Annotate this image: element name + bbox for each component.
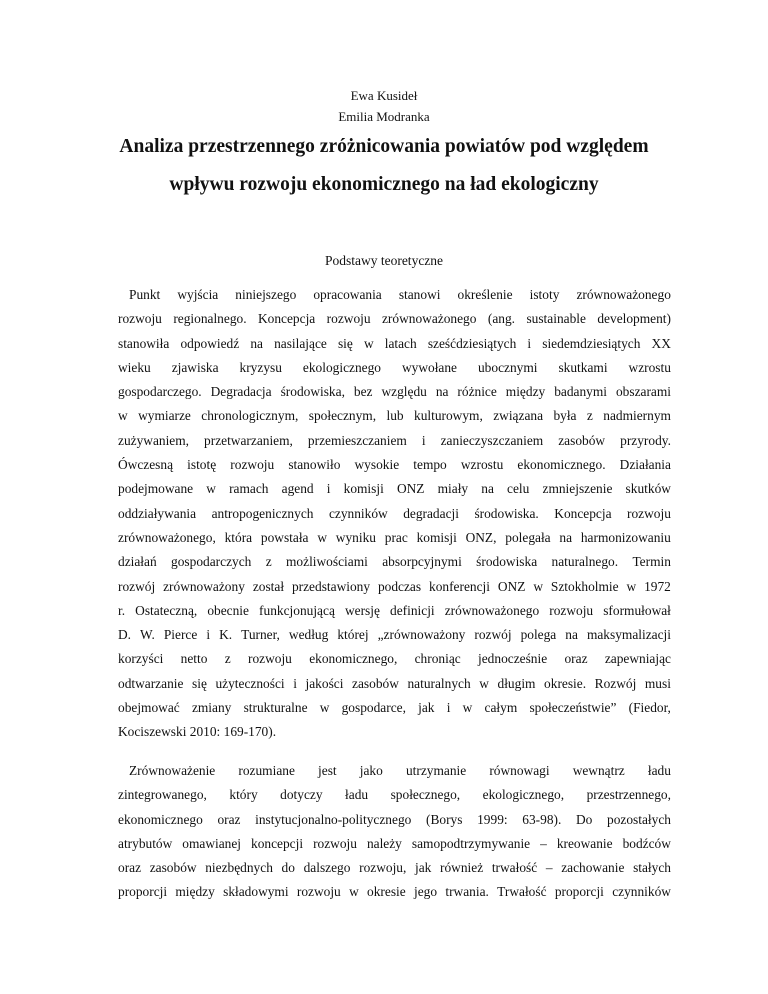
word: ONZ [396,481,425,497]
word: utrzymanie [405,763,467,778]
word: latach [384,335,417,351]
word: netto [180,651,208,667]
word: na [435,384,449,400]
word: stanowiło [288,457,341,473]
paragraph-line [118,307,671,331]
word: użyteczności [215,675,285,691]
word: rozwoju [326,311,371,327]
line-text: Kociszewski 2010: 169-170). [118,724,277,740]
word: w [349,884,359,900]
word: harmonizowaniu [580,529,671,545]
paragraph-line [118,429,671,453]
word: zintegrowanego, [118,787,207,803]
word: kreowanie [556,835,613,851]
word: zmiany [191,700,232,716]
word: Koncepcja [554,505,612,521]
line-text [118,380,671,404]
line-text [118,575,671,599]
word: nasilające [274,335,327,351]
word: trwania. [445,884,489,900]
word: Termin [632,554,671,570]
word: ubocznymi [477,359,538,375]
word: koncepcji [251,835,304,851]
word: długim [497,675,536,691]
word: odtwarzanie [118,675,184,691]
word: instytucjonalno-politycznego [255,811,412,827]
word: sformułował [603,602,671,618]
paragraph-line [118,856,671,880]
paragraph-line [118,599,671,623]
word: się [337,335,353,351]
word: polegała [505,529,551,545]
word: oraz [217,811,241,827]
word: bodźców [622,835,671,851]
word: ramach [229,481,269,497]
word: Sztokholmie [550,578,619,594]
line-text [118,356,671,380]
word: badanymi [554,384,607,400]
paragraph-line [118,404,671,428]
word: – [545,860,553,876]
word: zanieczyszczaniem [440,432,544,448]
line-text [118,623,671,647]
word: maksymalizacji [586,627,671,643]
word: agend [281,481,314,497]
line-text [118,808,671,832]
word: oddziaływania [118,505,197,521]
word: podczas [377,578,422,594]
word: niezbędnych [205,860,273,876]
word: omawianej [182,835,242,851]
word: między [505,384,546,400]
word: czynników [612,884,671,900]
word: wzrostu [460,457,504,473]
word: w [206,481,216,497]
word: bez [353,384,373,400]
paragraph-line [118,550,671,574]
word: rozwoju [296,884,341,900]
word: przedstawiony [291,578,371,594]
word: oraz [118,860,142,876]
paragraph-line [118,502,671,526]
line-text [118,856,671,880]
word: ładu [345,787,369,803]
word: związana [493,408,544,424]
line-text [118,783,671,807]
word: kryzysu [239,359,282,375]
word: na [559,529,573,545]
paragraph-line [118,672,671,696]
word: antropogenicznych [211,505,314,521]
word: Ostateczną, [135,602,198,618]
paragraph-line [118,759,671,783]
word: stanowi [398,287,441,302]
word: regionalnego. [173,311,247,327]
word: zapewniając [604,651,671,667]
word: Degradacja [210,384,272,400]
paragraph-line [118,575,671,599]
word: definicji [390,602,435,618]
word: korzyści [118,651,164,667]
word: w [626,578,637,594]
word: zasobów [558,432,606,448]
word: – [540,835,547,851]
word: w [118,408,128,424]
word: degradacji [403,505,459,521]
line-text [118,453,671,477]
word: wewnątrz [572,763,625,778]
line-text [118,332,671,356]
word: wywołane [401,359,458,375]
word: na [565,627,578,643]
paper-title [90,128,678,204]
word: w [479,675,489,691]
word: Rozwój [594,675,637,691]
line-text [129,283,671,307]
word: stałych [633,860,671,876]
word: chronologicznym, [201,408,299,424]
word: r. [118,602,126,618]
word: i [421,432,426,448]
word: zachowanie [561,860,625,876]
word: w [319,700,330,716]
word: wyjścia [177,287,219,302]
word: w [363,335,374,351]
word: równowagi [489,763,550,778]
word: rozwoju, [359,860,407,876]
word: rozwoju [627,505,671,521]
word: w [462,700,473,716]
word: jako [359,763,383,778]
word: jednocześnie [478,651,548,667]
word: również [440,860,484,876]
word: sześćdziesiątych [427,335,517,351]
word: wyniku [335,529,376,545]
word: tempo [413,457,447,473]
word: XX [651,335,671,351]
word: rozwoju [549,602,594,618]
word: stanowiła [118,335,170,351]
line-text [118,502,671,526]
paragraph-line [118,783,671,807]
word: rozwój [474,627,512,643]
word: określenie [457,287,513,302]
paragraph-2 [118,759,671,905]
word: na [250,335,263,351]
word: zjawiska [171,359,219,375]
word: ekonomicznego. [517,457,606,473]
word: i [326,481,331,497]
word: zrównoważonego, [118,529,216,545]
paragraph-line [118,808,671,832]
word: przetwarzaniem, [204,432,293,448]
word: która [224,529,253,545]
word: z [224,651,231,667]
word: zasobów [149,860,197,876]
word: polega [520,627,557,643]
word: między [175,884,215,900]
author-2: Emilia Modranka [338,109,430,124]
word: zrównoważony [163,578,245,594]
word: w [533,578,543,594]
word: się [192,675,207,691]
word: przestrzennego, [586,787,671,803]
word: lub [386,408,404,424]
word: 1972 [644,578,671,594]
word: obecnie [207,602,249,618]
word: ładu [647,763,671,778]
word: niniejszego [235,287,297,302]
line-text [118,880,671,904]
line-text [118,526,671,550]
word: społecznego, [390,787,461,803]
word: miały [437,481,469,497]
word: (Borys [426,811,463,827]
word: celu [507,481,530,497]
word: jak [415,860,432,876]
word: wysokie [354,457,400,473]
paragraph-line [118,832,671,856]
word: środowiska, [280,384,345,400]
word: wieku [118,359,151,375]
word: który [229,787,258,803]
word: strukturalne [243,700,308,716]
word: z [586,408,593,424]
word: była [553,408,577,424]
word: development) [597,311,671,327]
word: obejmować [118,700,180,716]
word: społeczeństwie” [529,700,617,716]
word: społecznym, [308,408,377,424]
word: 63-98). [522,811,562,827]
word: chroniąc [414,651,461,667]
word: z [265,554,272,570]
line-text [118,550,671,574]
word: (ang. [487,311,516,327]
word: komisji [416,529,457,545]
paragraph-line [118,647,671,671]
paragraph-line [118,356,671,380]
word: Ówczesną [118,457,174,473]
word: podejmowane [118,481,194,497]
word: jest [318,763,337,778]
word: obszarami [615,384,671,400]
word: naturalnego. [551,554,619,570]
line-text [118,307,671,331]
word: wzrostu [628,359,671,375]
word: naturalnych [407,675,471,691]
word: prac [384,529,408,545]
word: Działania [619,457,671,473]
word: przemieszczaniem [307,432,407,448]
word: w [317,529,327,545]
word: środowiska [476,554,538,570]
line-text [118,832,671,856]
word: został [252,578,285,594]
word: okresie. [544,675,587,691]
paragraph-line [118,880,671,904]
word: funkcjonującą [259,602,335,618]
word: Punkt [129,287,161,302]
word: zrównoważonego [444,602,540,618]
word: ekonomicznego [118,811,203,827]
word: Turner, [241,627,280,643]
word: powstała [260,529,309,545]
word: Pierce [163,627,198,643]
paragraph-line [118,696,671,720]
paragraph-line [118,380,671,404]
word: (Fiedor, [628,700,671,716]
word: zrównoważonego [381,311,477,327]
word: czynników [328,505,388,521]
word: proporcji [554,884,604,900]
word: okresie [367,884,406,900]
paragraph-line [118,283,671,307]
word: wersję [344,602,380,618]
word: Trwałość [497,884,547,900]
word: względu [381,384,427,400]
word: Koncepcja [257,311,316,327]
word: rozwój [118,578,156,594]
word: ekologicznego, [482,787,565,803]
section-heading: Podstawy teoretyczne [324,253,444,268]
line-text [118,647,671,671]
paragraph-line [118,332,671,356]
word: gospodarczego. [118,384,202,400]
word: zmniejszenie [542,481,613,497]
word: wymiarze [138,408,191,424]
paragraph-line [118,720,671,744]
word: opracowania [313,287,382,302]
word: dotyczy [280,787,323,803]
word: konferencji [429,578,490,594]
word: rozwoju [118,311,162,327]
line-text [118,429,671,453]
word: 1999: [477,811,508,827]
word: istoty [529,287,560,302]
word: nadmiernym [603,408,671,424]
word: działań [118,554,157,570]
word: ONZ, [465,529,497,545]
word: jakości [305,675,344,691]
word: przyrody. [620,432,671,448]
word: siedemdziesiątych [542,335,641,351]
word: całym [484,700,518,716]
word: ekologicznego [302,359,381,375]
word: zasobów [352,675,399,691]
word: atrybutów [118,835,173,851]
word: której [337,627,369,643]
word: i [446,700,451,716]
word: odpowiedź [180,335,240,351]
title-line-2: wpływu rozwoju ekonomicznego na ład ekologiczny [169,174,599,195]
word: trwałość [491,860,538,876]
line-text [118,696,671,720]
word: istotę [187,457,217,473]
word: zrównoważonego [576,287,671,302]
word: komisji [343,481,384,497]
word: „zrównoważony [377,627,466,643]
word: dalszego [303,860,351,876]
word: kulturowym, [414,408,483,424]
word: i [293,675,297,691]
word: rozwoju [248,651,292,667]
line-text [118,599,671,623]
line-text [118,477,671,501]
word: rozwoju [313,835,357,851]
word: środowiska. [474,505,539,521]
word: D. [118,627,132,643]
word: według [288,627,329,643]
word: skutkami [558,359,608,375]
word: zużywaniem, [118,432,190,448]
word: oraz [564,651,588,667]
word: sustainable [526,311,586,327]
word: należy [366,835,402,851]
word: rozwoju [230,457,275,473]
line-text [118,672,671,696]
word: Zrównoważenie [129,763,216,778]
line-text [129,759,671,783]
word: K. [219,627,233,643]
word: rozumiane [238,763,295,778]
author-1: Ewa Kusideł [350,88,418,103]
paragraph-1 [118,283,671,745]
word: pozostałych [607,811,671,827]
word: absorpcyjnymi [382,554,462,570]
word: musi [644,675,671,691]
word: na [481,481,494,497]
word: ONZ [497,578,526,594]
word: różnice [457,384,497,400]
word: samopodtrzymywanie [411,835,531,851]
word: do [281,860,295,876]
word: gospodarce, [341,700,406,716]
word: możliwościami [286,554,368,570]
word: Do [576,811,593,827]
paragraph-line [118,526,671,550]
word: jak [418,700,435,716]
paragraph-line [118,453,671,477]
word: i [206,627,211,643]
word: ekonomicznego, [309,651,398,667]
paragraph-line [118,623,671,647]
word: i [527,335,532,351]
title-line-1: Analiza przestrzennego zróżnicowania powiatów pod względem [119,136,649,157]
word: składowymi [223,884,289,900]
word: skutków [625,481,671,497]
word: proporcji [118,884,168,900]
paragraph-line [118,477,671,501]
word: gospodarczych [171,554,252,570]
line-text [118,404,671,428]
word: W. [140,627,155,643]
word: jego [414,884,438,900]
